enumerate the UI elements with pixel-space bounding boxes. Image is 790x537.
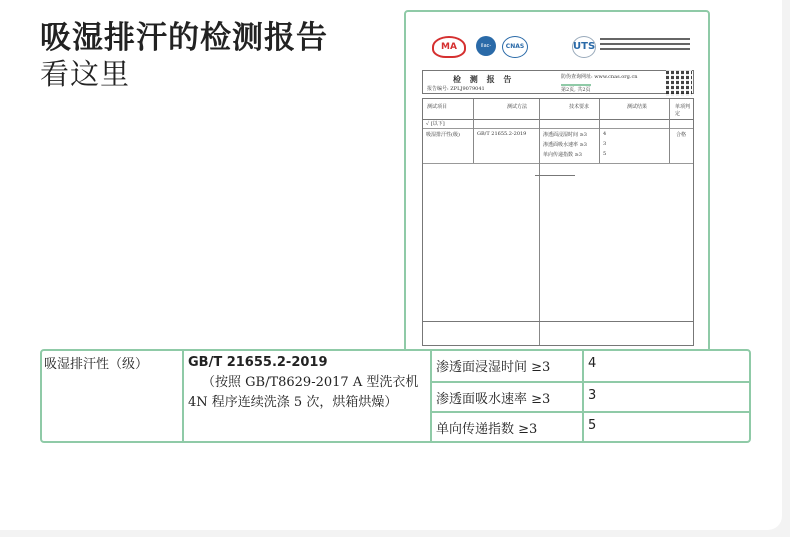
row-v1: 4 [603,131,607,137]
row-method: GB/T 21655.2-2019 [477,131,527,137]
section-label: ✓ [以下] [426,121,445,127]
value-cell: 5 [584,411,749,441]
row-v3: 5 [603,151,607,157]
ilac-logo-icon: ilac-MRA [476,36,496,56]
divider [535,175,575,176]
row-v2: 3 [603,141,607,147]
value-cell: 3 [584,381,749,411]
report-verify: 防伪查询网址: www.cnas.org.cn [561,74,638,80]
item-cell: 单向传递指数 ≥3 [432,411,584,441]
cma-logo-icon: MA [432,36,466,58]
report-document-image [404,10,710,354]
row-req2: 渗透面吸水速率 ≥3 [543,142,587,148]
row-judge: 合格 [676,132,687,138]
report-logos [432,36,682,69]
qr-code-icon [666,70,692,96]
result-table [40,349,751,443]
lab-name-lines [600,38,690,53]
standard-text: GB/T 21655.2-2019 [188,355,328,370]
divider [599,99,600,163]
page-title: 吸湿排汗的检测报告 [40,20,328,56]
method-note: （按照 GB/T8629-2017 A 型洗衣机 4N 程序连续洗涤 5 次，烘箱烘燥） [188,375,419,410]
header-judgement: 单项判定 [675,104,691,117]
report-number: 报告编号: ZPLJ9079041 [427,86,485,92]
header-item: 测试项目 [427,104,448,110]
divider [539,99,540,345]
row-item: 吸湿排汗性(级) [426,132,460,138]
method-cell [184,351,432,441]
value-cell: 4 [588,356,597,371]
report-table-header [423,99,693,120]
report-row [423,129,693,164]
cnas-logo-icon: CNAS [502,36,528,58]
property-cell: 吸湿排汗性（级） [42,351,184,441]
divider [669,99,670,163]
row-req3: 单向传递指数 ≥3 [543,152,582,158]
header-result: 测试结果 [627,104,648,110]
row-req1: 渗透面浸湿时间 ≥3 [543,132,587,138]
divider [473,99,474,163]
report-footer [423,321,693,346]
report-table [422,98,694,346]
report-title: 检 测 报 告 [453,74,515,84]
report-header [422,70,694,94]
item-cell: 渗透面浸湿时间 ≥3 [432,351,584,381]
item-cell: 渗透面吸水速率 ≥3 [432,381,584,411]
uts-logo-icon: UTS [572,36,596,58]
report-section [423,120,693,129]
header-requirement: 技术要求 [569,104,590,110]
page-subtitle: 看这里 [40,57,131,91]
report-page: 第2页, 共2页 [561,84,591,93]
header-method: 测试方法 [507,104,528,110]
